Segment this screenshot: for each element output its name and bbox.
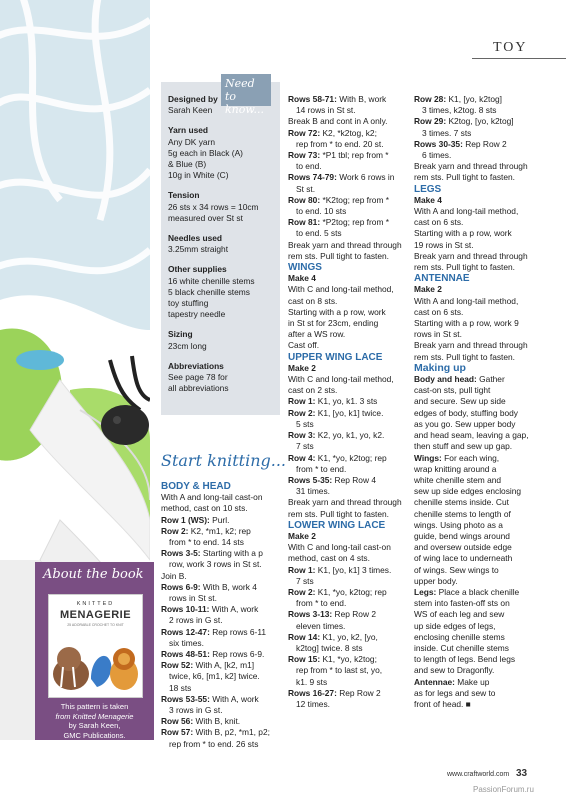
row-label: Wings: — [414, 452, 442, 463]
legs-heading: LEGS — [414, 183, 442, 195]
row-label: Row 4: — [288, 452, 316, 463]
pattern-line: Row 1 (WS): Purl. — [161, 514, 230, 525]
pattern-line: of wings. Sew wings to — [414, 564, 499, 575]
yarn-line: & Blue (B) — [168, 159, 207, 170]
pattern-line: cast on 8 sts. — [288, 295, 338, 306]
row-label: Rows 3-13: — [288, 609, 333, 620]
footer-url: www.craftworld.com — [447, 771, 510, 778]
pattern-line: cast on 6 sts. — [414, 217, 464, 228]
row-label: Make 2 — [288, 362, 316, 373]
about-line: GMC Publications. — [63, 730, 126, 740]
pattern-line: Row 80: *K2tog; rep from * — [288, 194, 390, 205]
yarn-line: 5g each in Black (A) — [168, 147, 243, 158]
yarn-label: Yarn used — [168, 125, 209, 136]
supplies-line: toy stuffing — [168, 298, 209, 309]
pattern-line: k1. 9 sts — [296, 676, 328, 687]
cover-subtitle: 25 ADORABLE CROCHET TO KNIT — [67, 623, 124, 627]
pattern-line: to end. 5 sts — [296, 228, 342, 239]
row-label: Row 2: — [288, 407, 316, 418]
pattern-line: Antennae: Make up — [414, 676, 490, 687]
row-label: Row 2: — [161, 525, 189, 536]
row-label: Row 14: — [288, 631, 321, 642]
pattern-line: Row 2: K2, *m1, k2; rep — [161, 525, 251, 536]
pattern-line: chenille stems to length of — [414, 508, 511, 519]
pattern-line: Row 29: K2tog, [yo, k2tog] — [414, 116, 514, 127]
pattern-line: Row 73: *P1 tbl; rep from * — [288, 150, 389, 161]
pattern-line: Row 72: K2, *k2tog, k2; — [288, 127, 377, 138]
book-cover-image — [48, 594, 143, 698]
pattern-line: Row 15: K1, *yo, k2tog; — [288, 654, 377, 665]
pattern-line: 7 sts — [296, 575, 314, 586]
designed-by-label: Designed by — [168, 94, 218, 104]
pattern-line: With C and long-tail method, — [288, 374, 394, 385]
pattern-line: Body and head: Gather — [414, 374, 505, 385]
row-label: Row 3: — [288, 430, 316, 441]
pattern-line: inside. Cut chenille stems — [414, 642, 509, 653]
pattern-line: 19 rows in St st. — [414, 239, 474, 250]
lower-wing-lace-lines — [288, 531, 408, 710]
pattern-line: 3 times, k2tog. 8 sts — [422, 105, 497, 116]
about-line: from Knitted Menagerie — [55, 711, 134, 721]
pattern-line: k2tog] twice. 8 sts — [296, 642, 363, 653]
supplies-label: Other supplies — [168, 264, 227, 275]
pattern-line: guide, bend wings around — [414, 530, 510, 541]
row-label: Rows 16-27: — [288, 687, 337, 698]
pattern-line: 5 sts — [296, 418, 314, 429]
pattern-line: Row 3: K2, yo, k1, yo, k2. — [288, 430, 385, 441]
pattern-line — [288, 363, 408, 374]
pattern-line: Rows 74-79: Work 6 rows in — [288, 172, 395, 183]
pattern-line: Wings: For each wing, — [414, 452, 500, 463]
pattern-line: With A and long-tail method, — [414, 206, 519, 217]
pattern-line: and oversew outside edge — [414, 542, 512, 553]
row-label: Body and head: — [414, 374, 477, 385]
pattern-line: Rows 5-35: Rep Row 4 — [288, 474, 376, 485]
wings-heading: WINGS — [288, 262, 322, 274]
making-up-heading: Making up — [414, 361, 466, 374]
pattern-column-1 — [161, 481, 281, 750]
pattern-line: cast-on sts, pull tight — [414, 385, 491, 396]
pattern-line: Starting with a p row, work — [414, 228, 512, 239]
pattern-line: to length of legs. Bend legs — [414, 654, 516, 665]
pattern-line: Row 2: K1, *yo, k2tog; rep — [288, 586, 387, 597]
pattern-line: white chenille stem and — [414, 474, 502, 485]
pattern-line: 18 sts — [169, 682, 192, 693]
row-label: Row 15: — [288, 654, 321, 665]
pattern-line — [414, 195, 529, 206]
pattern-line: rem sts. Pull tight to fasten. — [414, 172, 516, 183]
about-the-book-box — [35, 562, 154, 749]
row-label: Make 4 — [414, 194, 442, 205]
antennae-lines — [414, 284, 529, 362]
body-head-lines — [161, 492, 281, 750]
pattern-line: stem into fasten-off sts on — [414, 598, 510, 609]
pattern-line: as for legs and sew to — [414, 687, 496, 698]
tension-line: 26 sts x 34 rows = 10cm — [168, 201, 259, 212]
pattern-line: Row 57: With B, p2, *m1, p2; — [161, 727, 270, 738]
wings-lines — [288, 273, 408, 351]
row-label: Row 29: — [414, 116, 447, 127]
row-label: Rows 53-55: — [161, 693, 210, 704]
pattern-line: Cast off. — [288, 340, 320, 351]
pattern-line: Break yarn and thread through — [288, 497, 402, 508]
row-label: Rows 48-51: — [161, 649, 210, 660]
pattern-line: method, cast on 4 sts. — [288, 553, 370, 564]
pattern-line: Break yarn and thread through — [414, 340, 528, 351]
row-label: Row 72: — [288, 127, 321, 138]
pattern-line: enclosing chenille stems — [414, 631, 505, 642]
pattern-line: Starting with a p row, work 9 — [414, 318, 519, 329]
pattern-line: upper body. — [414, 575, 458, 586]
pattern-line: rem sts. Pull tight to fasten. — [288, 508, 390, 519]
pattern-line: row, work 3 rows in St st. — [169, 559, 262, 570]
pattern-line: With A and long-tail method, — [414, 295, 519, 306]
cover-title-knitted: KNITTED — [76, 601, 115, 607]
pattern-line: Row 14: K1, yo, k2, [yo, — [288, 631, 378, 642]
sizing-value: 23cm long — [168, 340, 207, 351]
pattern-line: twice, k6, [m1, k2] twice. — [169, 671, 260, 682]
cover-title-menagerie: MENAGERIE — [59, 609, 132, 621]
pattern-line: from * to end. — [296, 598, 347, 609]
pattern-line: after a WS row. — [288, 329, 346, 340]
pattern-line: wings. Using photo as a — [414, 519, 503, 530]
supplies-line: tapestry needle — [168, 309, 226, 320]
abbreviations-line: all abbreviations — [168, 383, 229, 394]
page-number: 33 — [516, 768, 528, 779]
abbreviations-line: See page 78 for — [168, 372, 228, 383]
pattern-line: Rows 58-71: With B, work — [288, 94, 387, 104]
row-label: Row 56: — [161, 716, 194, 727]
row-label: Rows 5-35: — [288, 474, 333, 485]
needles-label: Needles used — [168, 233, 222, 244]
row-label: Rows 12-47: — [161, 626, 210, 637]
pattern-line: and sew to Dragonfly. — [414, 665, 495, 676]
section-label: TOY — [493, 40, 528, 55]
pattern-line: to end. — [296, 161, 322, 172]
making-up-lines — [414, 374, 529, 710]
pattern-line — [288, 273, 408, 284]
pattern-line: Break yarn and thread through — [414, 250, 528, 261]
pattern-line: rem sts. Pull tight to fasten. — [414, 351, 516, 362]
row-label: Row 81: — [288, 217, 321, 228]
about-line: This pattern is taken — [60, 702, 129, 711]
pattern-line: rep from * to end. 26 sts — [169, 738, 259, 749]
pattern-line: Row 81: *P2tog; rep from * — [288, 217, 390, 228]
row-label: Antennae: — [414, 676, 455, 687]
need-to-know-tag: Need to know... — [221, 74, 271, 106]
pattern-line: Rows 16-27: Rep Row 2 — [288, 687, 381, 698]
yarn-line: 10g in White (C) — [168, 170, 229, 181]
pattern-line: 3 rows in G st. — [169, 705, 223, 716]
pattern-line: eleven times. — [296, 620, 346, 631]
section-divider — [472, 58, 566, 59]
row-label: Legs: — [414, 586, 437, 597]
row-label: Row 2: — [288, 586, 316, 597]
pattern-line: Rows 6-9: With B, work 4 — [161, 581, 257, 592]
about-line: RRP £16.99 — [74, 740, 115, 749]
tension-line: measured over St st — [168, 212, 243, 223]
pattern-line: wrap knitting around a — [414, 463, 497, 474]
pattern-line: WS of each leg and sew — [414, 609, 505, 620]
need-to-know-content — [168, 94, 276, 394]
start-knitting-title: Start knitting... — [161, 451, 286, 470]
pattern-line: Row 4: K1, *yo, k2tog; rep — [288, 452, 387, 463]
antennae-heading: ANTENNAE — [414, 273, 470, 285]
pattern-line: rows in St st. — [169, 593, 217, 604]
needles-value: 3.25mm straight — [168, 244, 229, 255]
row-label: Row 1: — [288, 564, 316, 575]
pattern-line: from * to end. — [296, 463, 347, 474]
pattern-line: Rows 3-13: Rep Row 2 — [288, 609, 376, 620]
pattern-line: Join B. — [161, 570, 187, 581]
pattern-line: Rows 10-11: With A, work — [161, 604, 259, 615]
pattern-line: 12 times. — [296, 698, 330, 709]
row-label: Row 1: — [288, 396, 316, 407]
pattern-line: With A and long-tail cast-on — [161, 492, 263, 503]
pattern-line: Row 52: With A, [k2, m1] — [161, 660, 255, 671]
pattern-line: rows in St st. — [414, 329, 462, 340]
pattern-line: 14 rows in St st. — [296, 105, 356, 116]
pattern-line — [288, 531, 408, 542]
pattern-line: Row 56: With B, knit. — [161, 716, 241, 727]
row-label: Row 1 (WS): — [161, 514, 210, 525]
row-label: Make 4 — [288, 273, 316, 284]
row-label: Rows 58-71: — [288, 94, 337, 104]
row-label: Rows 10-11: — [161, 604, 210, 615]
pattern-line: and secure. Sew up side — [414, 396, 506, 407]
pattern-line: Legs: Place a black chenille — [414, 586, 520, 597]
row-label: Rows 30-35: — [414, 138, 463, 149]
pattern-line: then stuff and sew up gap. — [414, 441, 513, 452]
pattern-line — [414, 284, 529, 295]
pattern-line: 6 times. — [422, 150, 452, 161]
upper-wing-lace-heading: UPPER WING LACE — [288, 351, 383, 363]
pattern-line: Row 2: K1, [yo, k1] twice. — [288, 407, 384, 418]
pattern-column-2 — [288, 94, 408, 710]
tension-label: Tension — [168, 190, 200, 201]
pattern-line: sew up side edges enclosing — [414, 486, 522, 497]
pattern-line: Break yarn and thread through — [414, 161, 528, 172]
pattern-line: cast on 2 sts. — [288, 385, 338, 396]
pattern-line: of wing lace to underneath — [414, 553, 513, 564]
row-label: Rows 6-9: — [161, 581, 201, 592]
pattern-line: front of head. ■ — [414, 698, 471, 709]
pattern-line: edges of body, stuffing body — [414, 407, 518, 418]
pattern-line: Rows 30-35: Rep Row 2 — [414, 138, 507, 149]
supplies-line: 5 black chenille stems — [168, 286, 250, 297]
pattern-column-3 — [414, 94, 529, 710]
pattern-line: rep from * to last st, yo, — [296, 665, 383, 676]
pattern-line: Row 1: K1, yo, k1. 3 sts — [288, 396, 378, 407]
pattern-line: 7 sts — [296, 441, 314, 452]
upper-wing-lace-lines — [288, 363, 408, 520]
supplies-line: 16 white chenille stems — [168, 275, 255, 286]
about-the-book-title: About the book — [43, 567, 144, 582]
pattern-line: Rows 53-55: With A, work — [161, 693, 259, 704]
pattern-line: method, cast on 10 sts. — [161, 503, 248, 514]
legs-lines — [414, 195, 529, 273]
pattern-line: to end. 10 sts — [296, 206, 347, 217]
pattern-line: and head seam, leaving a gap, — [414, 430, 529, 441]
watermark: PassionForum.ru — [473, 785, 534, 794]
pattern-line: rem sts. Pull tight to fasten. — [288, 250, 390, 261]
sizing-label: Sizing — [168, 329, 193, 340]
pattern-line: 31 times. — [296, 486, 330, 497]
pattern-line: rep from * to end. 20 st. — [296, 138, 384, 149]
pattern-line: Starting with a p row, work — [288, 306, 386, 317]
pattern-line: St st. — [296, 183, 316, 194]
abbreviations-label: Abbreviations — [168, 360, 224, 371]
designer-name: Sarah Keen — [168, 105, 213, 116]
row-label: Row 57: — [161, 727, 194, 738]
row-label: Row 80: — [288, 194, 321, 205]
yarn-line: Any DK yarn — [168, 136, 216, 147]
pattern-line: from * to end. 14 sts — [169, 537, 244, 548]
pattern-line: Break yarn and thread through — [288, 239, 402, 250]
pattern-line: in St st for 23cm, ending — [288, 318, 379, 329]
pattern-line: cast on 6 sts. — [414, 306, 464, 317]
lower-wing-continued — [414, 94, 529, 184]
pattern-line: six times. — [169, 637, 204, 648]
body-head-heading: BODY & HEAD — [161, 481, 231, 492]
pattern-line: 3 times. 7 sts — [422, 127, 472, 138]
pattern-line: Rows 12-47: Rep rows 6-11 — [161, 626, 267, 637]
pattern-line: Rows 3-5: Starting with a p — [161, 548, 263, 559]
about-the-book-text — [39, 702, 150, 750]
row-label: Row 52: — [161, 660, 194, 671]
row-label: Row 28: — [414, 94, 447, 104]
pattern-line: chenille stems inside. Cut — [414, 497, 509, 508]
pattern-line: Rows 48-51: Rep rows 6-9. — [161, 649, 265, 660]
pattern-line: up side edges of legs, — [414, 620, 496, 631]
body-head-continued — [288, 94, 408, 262]
cover-toys-illustration — [49, 629, 142, 699]
row-label: Row 73: — [288, 150, 321, 161]
pattern-line: as you go. Sew upper body — [414, 418, 516, 429]
pattern-line: With C and long-tail method, — [288, 284, 394, 295]
row-label: Rows 3-5: — [161, 548, 201, 559]
row-label: Make 2 — [414, 284, 442, 295]
row-label: Make 2 — [288, 530, 316, 541]
pattern-line: rem sts. Pull tight to fasten. — [414, 262, 516, 273]
pattern-line: 2 rows in G st. — [169, 615, 223, 626]
lower-wing-lace-heading: LOWER WING LACE — [288, 519, 386, 531]
pattern-line: With C and long-tail cast-on — [288, 542, 391, 553]
pattern-line: Row 1: K1, [yo, k1] 3 times. — [288, 564, 392, 575]
about-line: by Sarah Keen, — [68, 721, 121, 730]
row-label: Rows 74-79: — [288, 172, 337, 183]
pattern-line: Row 28: K1, [yo, k2tog] — [414, 94, 502, 104]
pattern-line: Break B and cont in A only. — [288, 116, 388, 127]
